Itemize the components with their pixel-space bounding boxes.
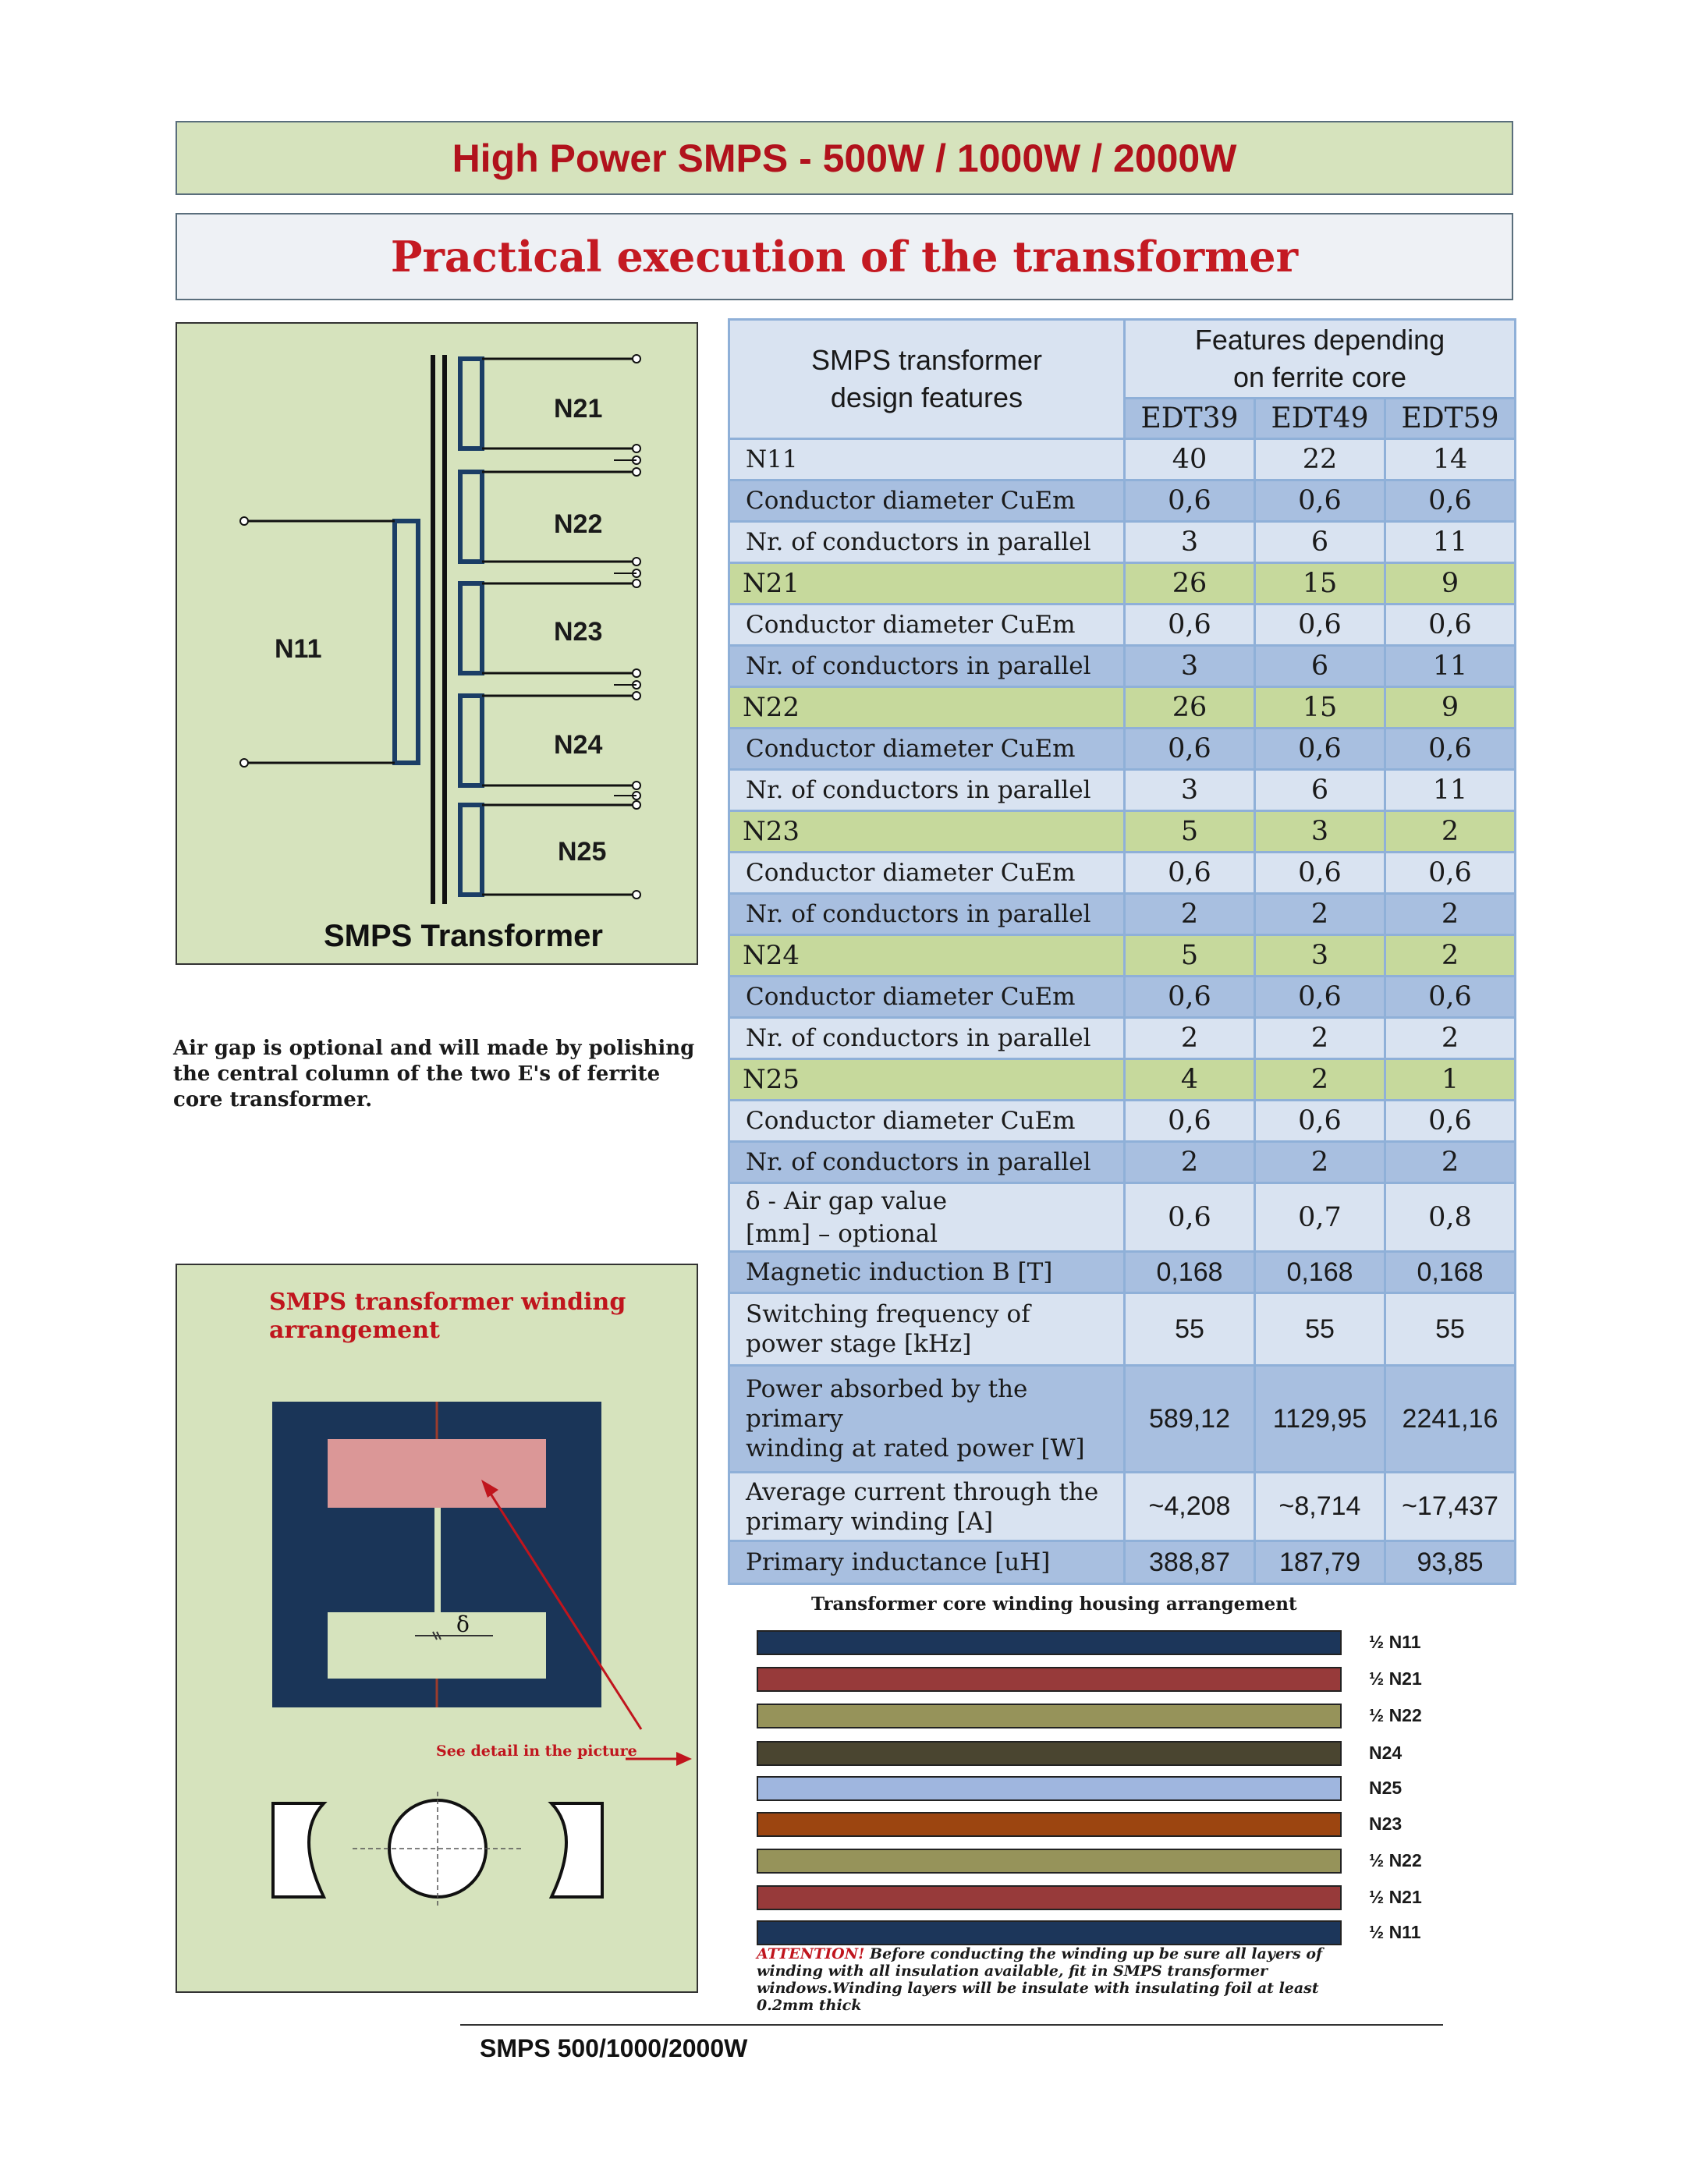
row-label: Conductor diameter CuEm [729,480,1125,522]
cell-value: 0,6 [1125,1101,1255,1142]
cell-value: 2241,16 [1385,1366,1516,1473]
table-row [729,1293,1516,1366]
page-title: High Power SMPS - 500W / 1000W / 2000W [452,136,1237,180]
row-label-line: power stage [kHz] [746,1330,972,1358]
cell-value: 15 [1255,563,1385,604]
cell-value: 9 [1385,563,1516,604]
cell-value: 26 [1125,687,1255,729]
see-detail-note: See detail in the picture [436,1743,637,1760]
winding-layer-label: ½ N22 [1369,1705,1422,1725]
cell-value: 0,6 [1255,853,1385,894]
cell-value: 2 [1125,1142,1255,1183]
features-table [728,318,1516,1585]
cell-value: 0,6 [1385,729,1516,770]
table-row [729,1183,1516,1252]
cell-value: 0,6 [1255,1101,1385,1142]
footer-divider [460,2024,1443,2026]
row-label [729,1473,1125,1541]
row-label: Conductor diameter CuEm [729,853,1125,894]
schematic-caption: SMPS Transformer [324,919,603,953]
label-n21: N21 [554,394,603,424]
layers-title: Transformer core winding housing arrangement [811,1594,1297,1615]
header-left-line1: SMPS transformer [810,344,1043,376]
row-label: Conductor diameter CuEm [729,729,1125,770]
winding-layer-label: N24 [1369,1743,1403,1763]
cell-value: 2 [1255,1059,1385,1101]
cell-value: 26 [1125,563,1255,604]
table-row [729,480,1516,522]
cell-value: 0,168 [1385,1252,1516,1293]
winding-layer-label: N23 [1369,1814,1403,1834]
row-label: Conductor diameter CuEm [729,604,1125,646]
cell-value: 93,85 [1385,1541,1516,1584]
cell-value: 0,6 [1125,1183,1255,1252]
cell-value: 0,6 [1125,604,1255,646]
cell-value: 0,6 [1385,604,1516,646]
cell-value: 0,6 [1125,480,1255,522]
table-row [729,522,1516,563]
footer-text: SMPS 500/1000/2000W [480,2034,748,2062]
winding-layer-label: ½ N22 [1369,1850,1422,1870]
subtitle-bar [176,213,1513,300]
table-row [729,811,1516,853]
table-row [729,935,1516,977]
cell-value: 55 [1385,1293,1516,1366]
row-label: N21 [729,563,1125,604]
winding-layer-bar [757,1849,1342,1874]
attention-text: Before conducting the winding up be sure all layers of winding with all insulation available, fit in SMPS transformer windows.Winding layers will be insulate with insulating foil at least 0.2mm thick [757,1945,1323,2014]
table-row [729,977,1516,1018]
row-label: Primary inductance [uH] [729,1541,1125,1584]
cell-value: 3 [1125,770,1255,811]
cell-value: 2 [1255,1142,1385,1183]
table-row [729,646,1516,687]
cell-value: 0,168 [1255,1252,1385,1293]
cell-value: 2 [1385,1142,1516,1183]
cell-value: 0,6 [1125,729,1255,770]
table-row [729,1252,1516,1293]
header-left-line2: design features [830,381,1023,413]
cell-value: 9 [1385,687,1516,729]
table-row [729,1059,1516,1101]
cell-value: 3 [1255,935,1385,977]
winding-arrangement-panel [176,1264,698,1993]
header-right-line1: Features depending [1194,324,1445,356]
header-ferrite-core [1125,320,1516,399]
label-n25: N25 [558,837,607,867]
cell-value: 0,6 [1255,977,1385,1018]
title-bar [176,121,1513,195]
row-label: Nr. of conductors in parallel [729,894,1125,935]
schematic-drawing [177,324,700,966]
cell-value: 15 [1255,687,1385,729]
cell-value: 388,87 [1125,1541,1255,1584]
cell-value: 11 [1385,770,1516,811]
cell-value: 3 [1255,811,1385,853]
transformer-schematic [176,322,698,965]
cell-value: ~17,437 [1385,1473,1516,1541]
table-row [729,1018,1516,1059]
cell-value: 0,6 [1385,977,1516,1018]
cell-value: 5 [1125,811,1255,853]
cell-value: 0,6 [1385,1101,1516,1142]
winding-layer-label: ½ N11 [1369,1632,1421,1652]
table-row [729,729,1516,770]
cell-value: 55 [1255,1293,1385,1366]
table-row [729,1101,1516,1142]
winding-layer-bar [757,1885,1342,1910]
winding-layer-bar [757,1776,1342,1801]
cell-value: 14 [1385,439,1516,480]
label-n24: N24 [554,730,603,760]
cell-value: 0,6 [1255,480,1385,522]
cell-value: 40 [1125,439,1255,480]
row-label: Conductor diameter CuEm [729,977,1125,1018]
cell-value: 0,8 [1385,1183,1516,1252]
core-column-header: EDT59 [1385,399,1516,439]
cell-value: 2 [1125,1018,1255,1059]
cell-value: 2 [1385,811,1516,853]
table-summary [729,1183,1516,1584]
cell-value: 22 [1255,439,1385,480]
table-row [729,687,1516,729]
table-row [729,894,1516,935]
cell-value: 2 [1385,1018,1516,1059]
row-label: Nr. of conductors in parallel [729,646,1125,687]
row-label: Nr. of conductors in parallel [729,1142,1125,1183]
delta-symbol: δ [456,1611,470,1637]
air-gap-note: Air gap is optional and will made by polishing the central column of the two E's of ferrite core transformer. [173,1037,695,1112]
row-label: N22 [729,687,1125,729]
row-label-line: winding at rated power [W] [746,1434,1085,1462]
label-n22: N22 [554,509,603,539]
table-row [729,1473,1516,1541]
cell-value: 2 [1125,894,1255,935]
attention-prefix: ATTENTION! [757,1945,865,1962]
cell-value: 3 [1125,522,1255,563]
cell-value: ~4,208 [1125,1473,1255,1541]
winding-layer-bar [757,1667,1342,1692]
cell-value: 1 [1385,1059,1516,1101]
row-label: Magnetic induction B [T] [729,1252,1125,1293]
cell-value: 11 [1385,522,1516,563]
table-row [729,770,1516,811]
winding-layer-bar [757,1920,1342,1945]
attention-note [757,1945,1349,2014]
row-label-line: primary winding [A] [746,1507,994,1536]
winding-layer-bar [757,1704,1342,1728]
label-n11: N11 [275,634,322,664]
cell-value: 0,6 [1385,853,1516,894]
table-row [729,1366,1516,1473]
header-design-features [729,320,1125,439]
label-n23: N23 [554,617,603,647]
table-body [729,439,1516,1183]
table-row [729,604,1516,646]
cell-value: 6 [1255,522,1385,563]
cell-value: 0,6 [1125,977,1255,1018]
cell-value: 0,6 [1255,604,1385,646]
table-row [729,1541,1516,1584]
core-cross-section [177,1265,700,1994]
winding-layer-label: N25 [1369,1778,1403,1798]
cell-value: 589,12 [1125,1366,1255,1473]
winding-layer-label: ½ N21 [1369,1668,1422,1689]
table-row [729,853,1516,894]
cell-value: 0,6 [1385,480,1516,522]
core-column-header: EDT49 [1255,399,1385,439]
row-label: Nr. of conductors in parallel [729,770,1125,811]
winding-layer-bar [757,1812,1342,1837]
table-row [729,1142,1516,1183]
row-label: Nr. of conductors in parallel [729,1018,1125,1059]
cell-value: 2 [1255,894,1385,935]
cell-value: 2 [1385,894,1516,935]
row-label-line: [mm] – optional [746,1219,938,1248]
row-label-line: Switching frequency of [746,1300,1030,1328]
cell-value: 5 [1125,935,1255,977]
cell-value: ~8,714 [1255,1473,1385,1541]
cell-value: 55 [1125,1293,1255,1366]
row-label: Nr. of conductors in parallel [729,522,1125,563]
row-label: N23 [729,811,1125,853]
table-row [729,563,1516,604]
row-label: N11 [729,439,1125,480]
row-label [729,1366,1125,1473]
row-label-line: δ - Air gap value [746,1186,948,1215]
page-subtitle: Practical execution of the transformer [390,232,1299,282]
winding-layer-label: ½ N11 [1369,1922,1421,1942]
cell-value: 0,6 [1125,853,1255,894]
core-column-header: EDT39 [1125,399,1255,439]
row-label-line: Power absorbed by the primary [746,1375,1028,1433]
row-label-line: Average current through the [746,1477,1099,1506]
cell-value: 6 [1255,646,1385,687]
row-label: Conductor diameter CuEm [729,1101,1125,1142]
row-label: N24 [729,935,1125,977]
cell-value: 0,168 [1125,1252,1255,1293]
row-label: N25 [729,1059,1125,1101]
table-row [729,439,1516,480]
row-label [729,1183,1125,1252]
winding-layer-label: ½ N21 [1369,1887,1422,1907]
cell-value: 6 [1255,770,1385,811]
cell-value: 11 [1385,646,1516,687]
cell-value: 3 [1125,646,1255,687]
cell-value: 1129,95 [1255,1366,1385,1473]
cell-value: 4 [1125,1059,1255,1101]
cell-value: 2 [1255,1018,1385,1059]
cell-value: 0,6 [1255,729,1385,770]
header-right-line2: on ferrite core [1232,361,1407,393]
cell-value: 0,7 [1255,1183,1385,1252]
cell-value: 187,79 [1255,1541,1385,1584]
cell-value: 2 [1385,935,1516,977]
winding-layer-bar [757,1741,1342,1766]
row-label [729,1293,1125,1366]
winding-panel-title: SMPS transformer winding arrangement [269,1289,626,1344]
winding-layer-bar [757,1630,1342,1655]
